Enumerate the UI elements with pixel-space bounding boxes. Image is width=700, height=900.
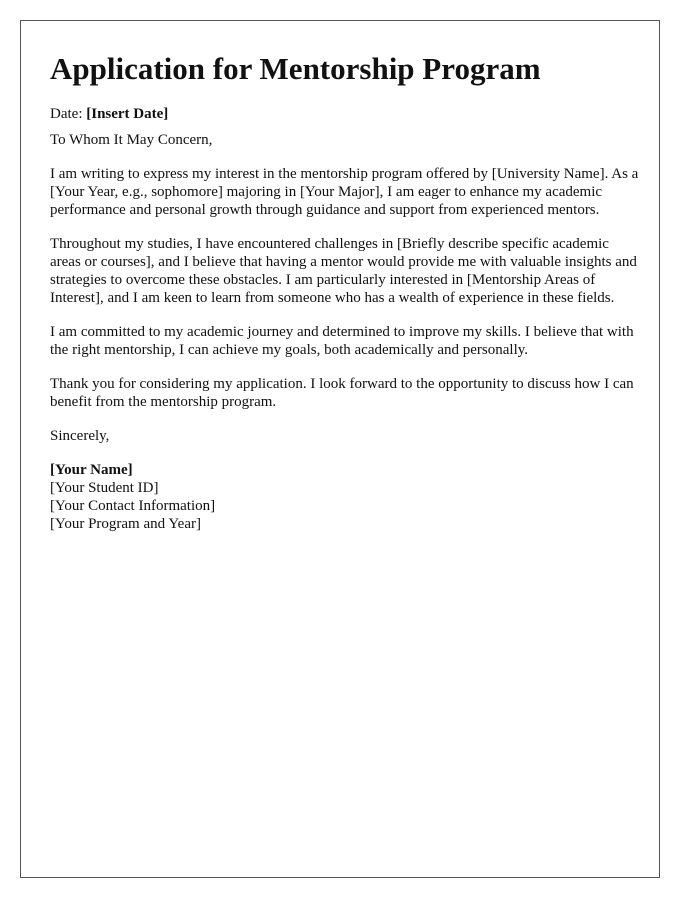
paragraph-commitment: I am committed to my academic journey and determined to improve my skills. I believe that with the right mentorship, I can achieve my goals, both academically and personally. bbox=[50, 324, 634, 358]
signature-contact: [Your Contact Information] bbox=[50, 498, 216, 514]
letter-page bbox=[20, 20, 660, 878]
signature-name: [Your Name] bbox=[50, 462, 133, 478]
paragraph-interest: I am writing to express my interest in the mentorship program offered by [University Name]. As a [Your Year, e.g., sophomore] majoring in [Your Major], I am eager to enhance my academic performance and personal growth through guidance and support from experienced mentors. bbox=[50, 166, 639, 218]
date-line bbox=[50, 105, 640, 123]
signature-block bbox=[50, 461, 640, 533]
closing: Sincerely, bbox=[50, 428, 110, 444]
paragraph-challenges: Throughout my studies, I have encountered challenges in [Briefly describe specific academic areas or courses], and I believe that having a mentor would provide me with valuable insights and strategies to overcome these obstacles. I am particularly interested in [Mentorship Areas of Interest], and I am keen to learn from someone who has a wealth of experience in these fields. bbox=[50, 236, 637, 306]
letter-content bbox=[50, 49, 640, 533]
signature-program-year: [Your Program and Year] bbox=[50, 516, 201, 532]
signature-student-id: [Your Student ID] bbox=[50, 480, 159, 496]
salutation: To Whom It May Concern, bbox=[50, 132, 213, 148]
letter-title: Application for Mentorship Program bbox=[50, 51, 541, 86]
date-label: Date: bbox=[50, 106, 83, 122]
date-value: [Insert Date] bbox=[86, 106, 169, 122]
paragraph-thanks: Thank you for considering my application. I look forward to the opportunity to discuss how I can benefit from the mentorship program. bbox=[50, 376, 634, 410]
